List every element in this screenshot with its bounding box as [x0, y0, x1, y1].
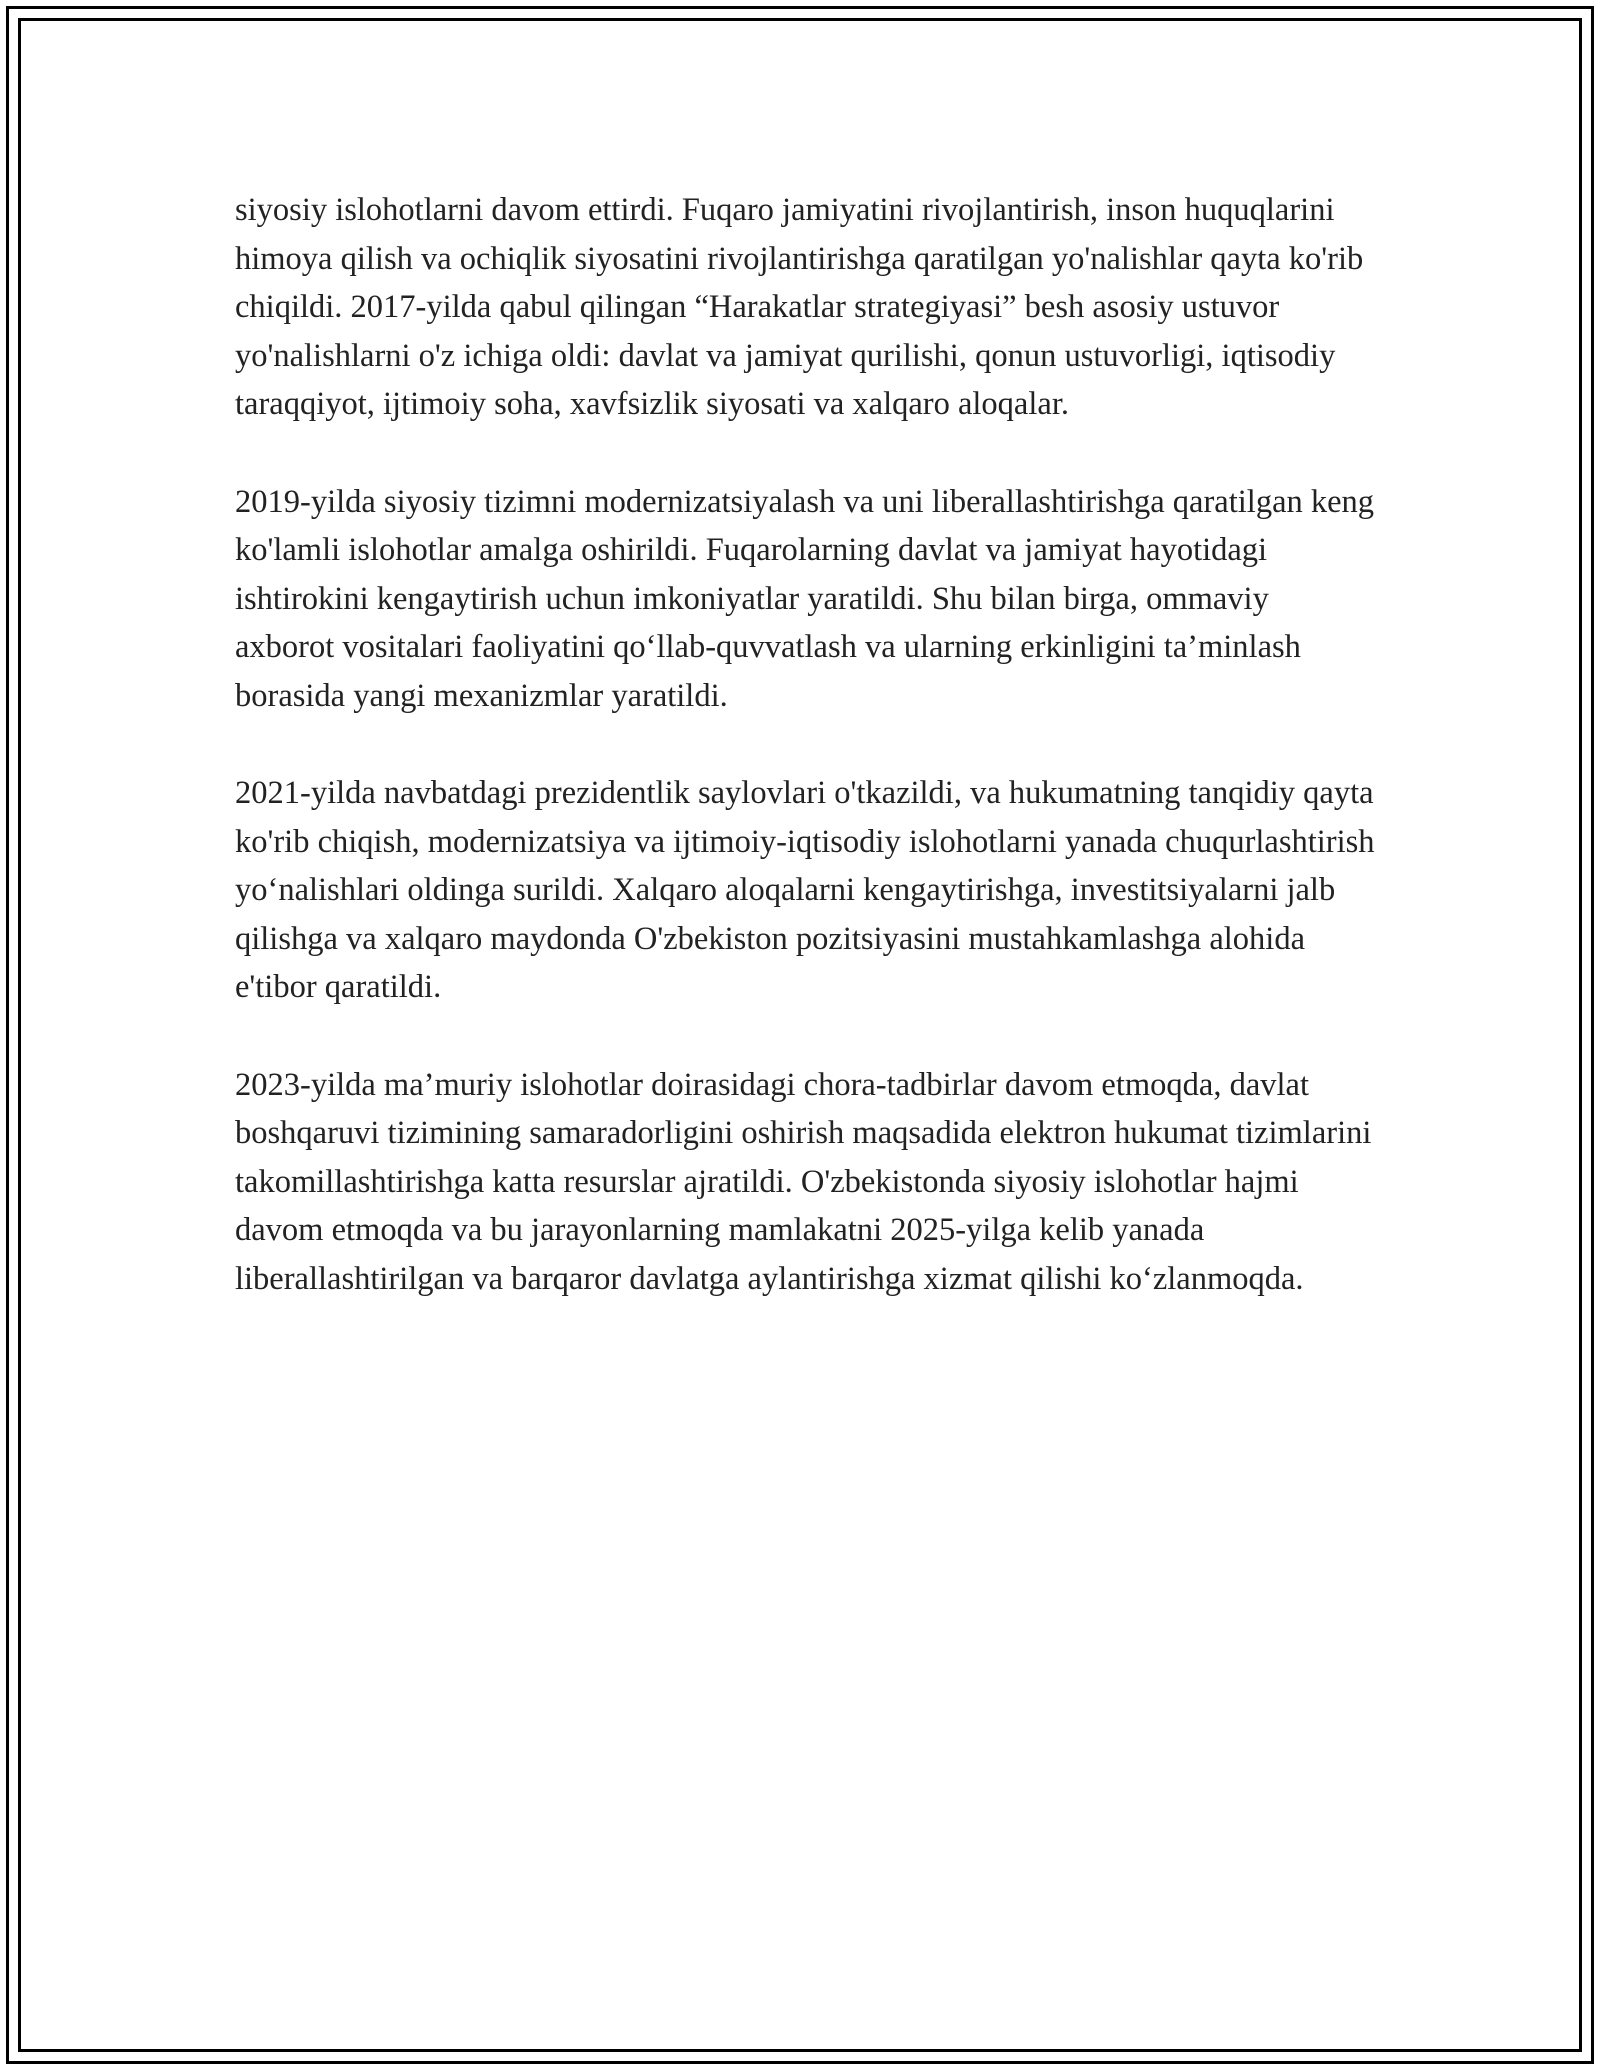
document-body	[235, 186, 1375, 1352]
paragraph-2: 2019-yilda siyosiy tizimni modernizatsiyalash va uni liberallashtirishga qaratilgan keng ko'lamli islohotlar amalga oshirildi. Fuqarolarning davlat va jamiyat hayotidagi ishtirokini kengaytirish uchun imkoniyatlar yaratildi. Shu bilan birga, ommaviy axborot vositalari faoliyatini qo‘llab-quvvatlash va ularning erkinligini ta’minlash borasida yangi mexanizmlar yaratildi.	[235, 483, 1375, 714]
paragraph-3: 2021-yilda navbatdagi prezidentlik saylovlari o'tkazildi, va hukumatning tanqidiy qayta ko'rib chiqish, modernizatsiya va ijtimoiy-iqtisodiy islohotlarni yanada chuqurlashtirish yo‘nalishlari oldinga surildi. Xalqaro aloqalarni kengaytirishga, investitsiyalarni jalb qilishga va xalqaro maydonda O'zbekiston pozitsiyasini mustahkamlashga alohida e'tibor qaratildi.	[235, 775, 1375, 1005]
paragraph-4: 2023-yilda ma’muriy islohotlar doirasidagi chora-tadbirlar davom etmoqda, davlat boshqaruvi tizimining samaradorligini oshirish maqsadida elektron hukumat tizimlarini takomillashtirishga katta resurslar ajratildi. O'zbekistonda siyosiy islohotlar hajmi davom etmoqda va bu jarayonlarning mamlakatni 2025-yilga kelib yanada liberallashtirilgan va barqaror davlatga aylantirishga xizmat qilishi ko‘zlanmoqda.	[235, 1066, 1372, 1297]
paragraph-1: siyosiy islohotlarni davom ettirdi. Fuqaro jamiyatini rivojlantirish, inson huquqlarini himoya qilish va ochiqlik siyosatini rivojlantirishga qaratilgan yo'nalishlar qayta ko'rib chiqildi. 2017-yilda qabul qilingan “Harakatlar strategiyasi” besh asosiy ustuvor yo'nalishlarni o'z ichiga oldi: davlat va jamiyat qurilishi, qonun ustuvorligi, iqtisodiy taraqqiyot, ijtimoiy soha, xavfsizlik siyosati va xalqaro aloqalar.	[235, 192, 1364, 422]
